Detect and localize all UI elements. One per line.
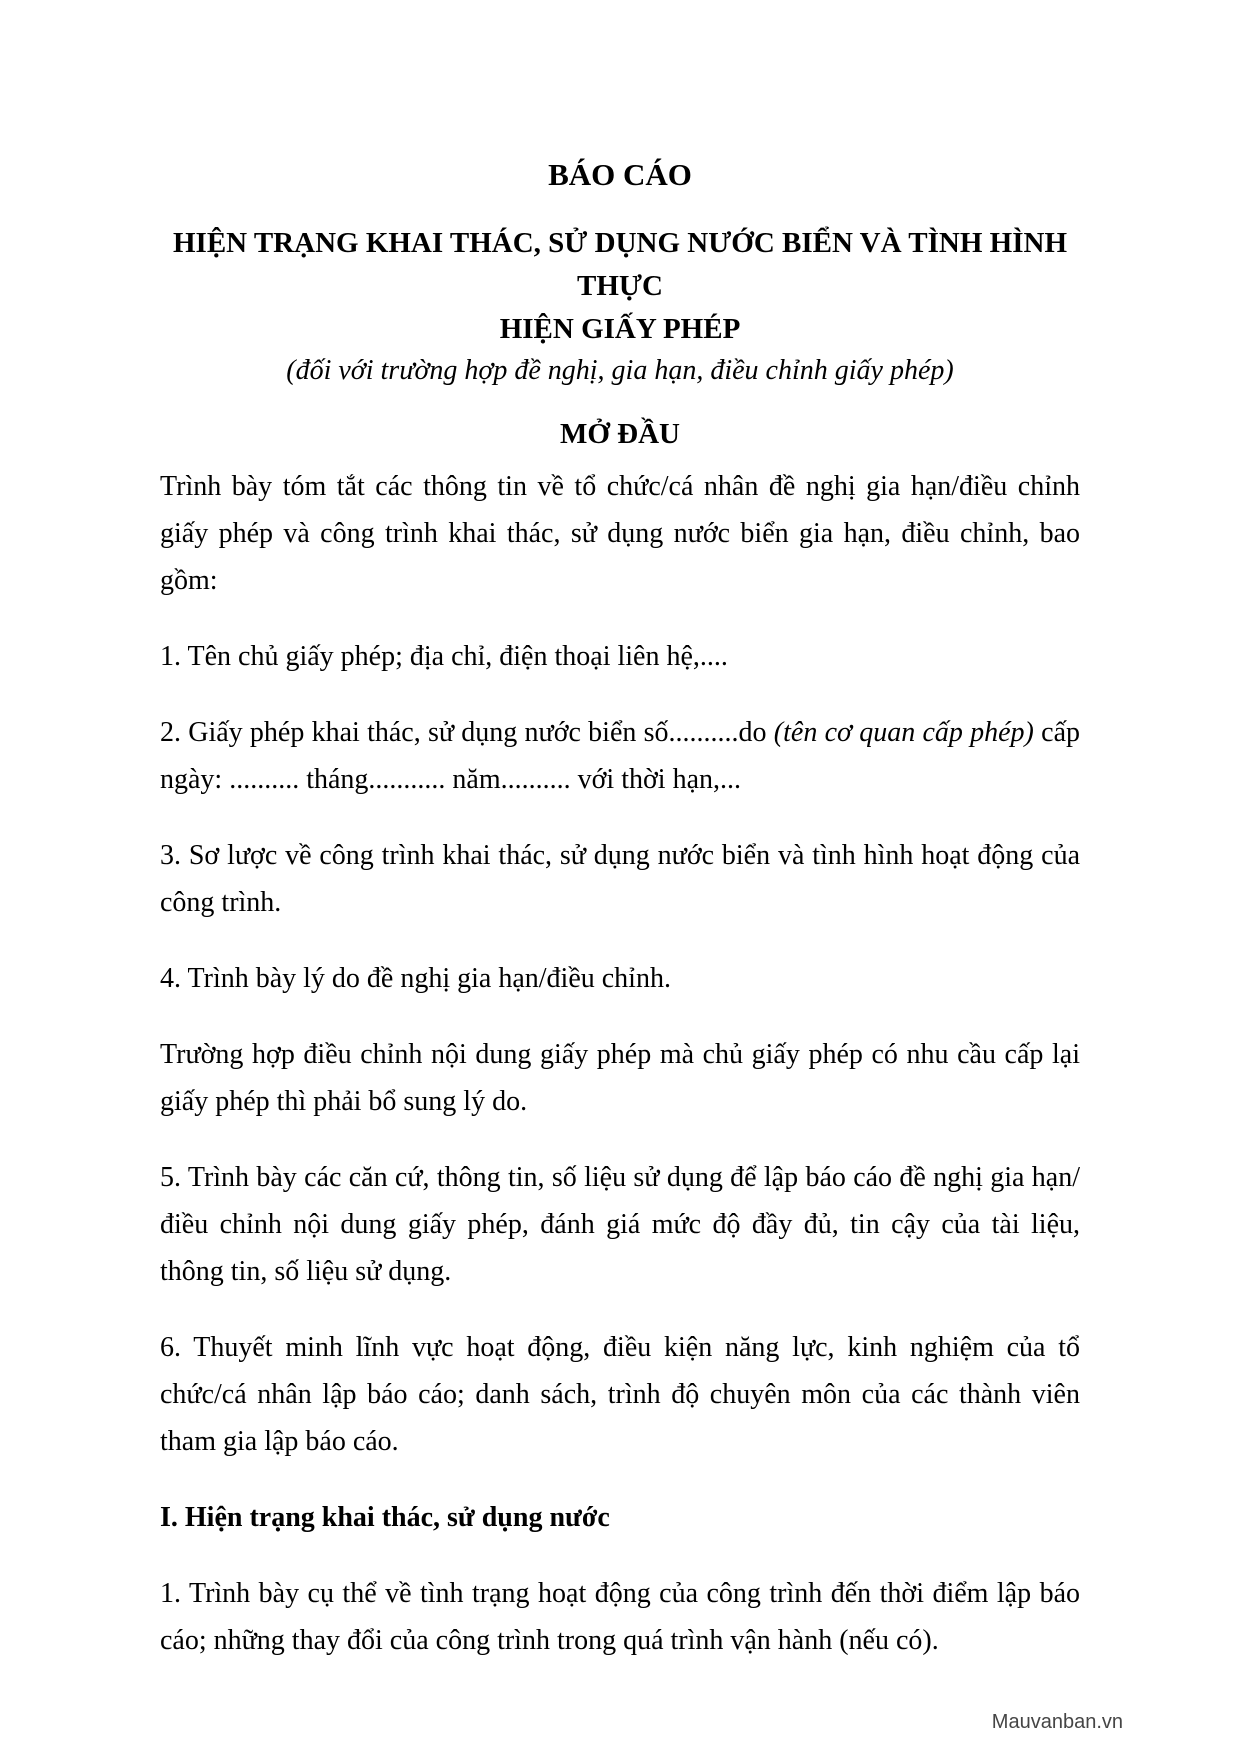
opening-item-3: 3. Sơ lược về công trình khai thác, sử dụng nước biển và tình hình hoạt động của công trình. (160, 840, 1080, 918)
opening-item-6: 6. Thuyết minh lĩnh vực hoạt động, điều kiện năng lực, kinh nghiệm của tổ chức/cá nhân lập báo cáo; danh sách, trình độ chuyên môn của các thành viên tham gia lập báo cáo. (160, 1332, 1080, 1457)
report-heading-line-1: HIỆN TRẠNG KHAI THÁC, SỬ DỤNG NƯỚC BIỂN VÀ TÌNH HÌNH THỰC (172, 227, 1068, 302)
opening-item-5: 5. Trình bày các căn cứ, thông tin, số liệu sử dụng để lập báo cáo đề nghị gia hạn/điều chỉnh nội dung giấy phép, đánh giá mức độ đầy đủ, tin cậy của tài liệu, thông tin, số liệu sử dụng. (160, 1162, 1080, 1287)
section-1-heading: I. Hiện trạng khai thác, sử dụng nước (160, 1502, 610, 1533)
opening-item-1: 1. Tên chủ giấy phép; địa chỉ, điện thoại liên hệ,.... (160, 641, 728, 672)
opening-lead-paragraph: Trình bày tóm tắt các thông tin về tổ chức/cá nhân đề nghị gia hạn/điều chỉnh giấy phép và công trình khai thác, sử dụng nước biển gia hạn, điều chỉnh, bao gồm: (160, 471, 1080, 596)
section-1-item-1: 1. Trình bày cụ thể về tình trạng hoạt động của công trình đến thời điểm lập báo cáo; những thay đổi của công trình trong quá trình vận hành (nếu có). (160, 1578, 1080, 1656)
watermark-text: Mauvanban.vn (991, 1711, 1123, 1733)
opening-section-heading: MỞ ĐẦU (559, 418, 680, 450)
opening-item-2-italic-note: (tên cơ quan cấp phép) (773, 717, 1034, 748)
opening-item-4-note: Trường hợp điều chỉnh nội dung giấy phép mà chủ giấy phép có nhu cầu cấp lại giấy phép thì phải bổ sung lý do. (160, 1039, 1080, 1117)
report-title: BÁO CÁO (548, 157, 692, 192)
opening-item-2-text-after: cấp ngày: .......... tháng........... năm.......... với thời hạn,... (160, 717, 1080, 795)
report-heading-line-2: HIỆN GIẤY PHÉP (499, 313, 741, 345)
opening-item-2-text-before: 2. Giấy phép khai thác, sử dụng nước biển số..........do (160, 717, 774, 748)
opening-item-4: 4. Trình bày lý do đề nghị gia hạn/điều chỉnh. (160, 963, 671, 994)
opening-item-2 (160, 709, 1080, 803)
report-heading-note: (đối với trường hợp đề nghị, gia hạn, điều chỉnh giấy phép) (286, 355, 954, 386)
report-heading (160, 222, 1080, 351)
